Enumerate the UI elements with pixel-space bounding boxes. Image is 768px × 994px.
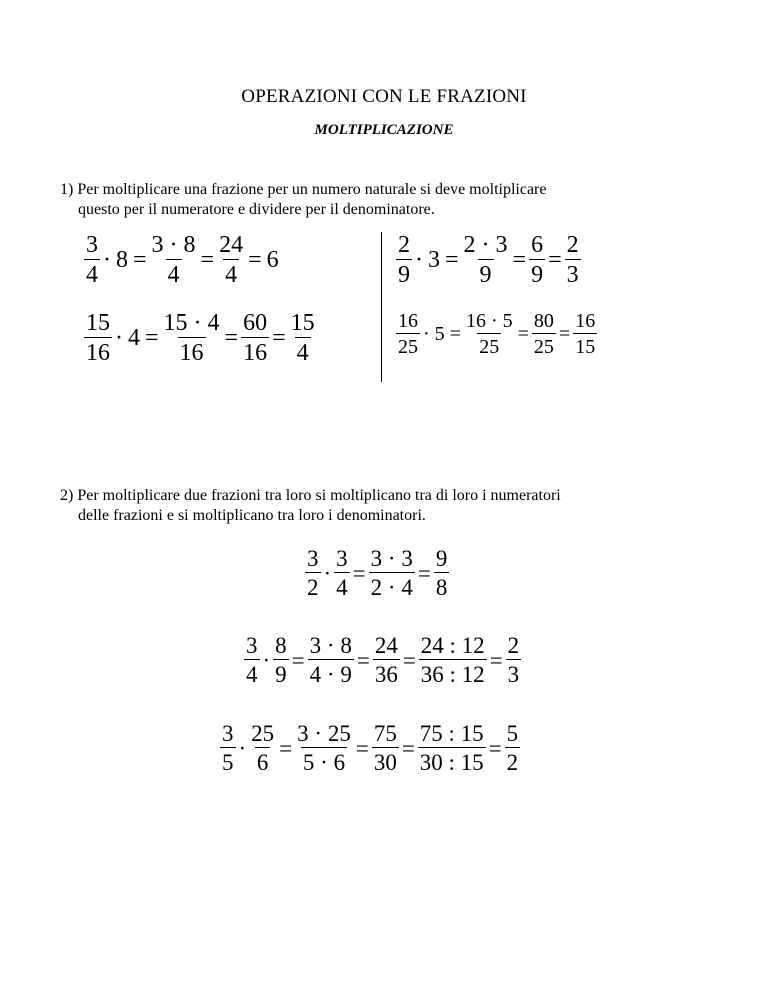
numerator: 3 · 25 <box>297 721 351 746</box>
example-2c <box>220 721 520 775</box>
fraction <box>217 232 245 288</box>
numerator: 15 <box>86 310 110 336</box>
denominator: 36 <box>373 659 400 687</box>
fraction <box>295 721 353 775</box>
numerator: 2 <box>507 633 520 658</box>
equals-sign: = <box>224 325 239 351</box>
times-sign: · <box>262 647 271 673</box>
numerator: 6 <box>531 232 544 258</box>
denominator: 4 <box>295 337 311 366</box>
fraction <box>373 633 400 687</box>
fraction <box>84 232 100 288</box>
equals-sign: = <box>356 647 370 673</box>
denominator: 9 <box>529 259 545 288</box>
denominator: 2 <box>305 572 321 600</box>
fraction <box>305 546 321 600</box>
fraction <box>241 310 269 366</box>
numerator: 8 <box>275 633 287 658</box>
denominator: 2 · 4 <box>369 572 415 600</box>
times-sign: · <box>423 323 430 345</box>
denominator: 4 <box>334 572 350 600</box>
fraction <box>162 310 222 366</box>
numerator: 16 <box>575 310 596 332</box>
fraction <box>434 546 450 600</box>
fraction <box>150 232 198 288</box>
equals-sign: = <box>279 735 293 761</box>
denominator: 25 <box>477 333 501 358</box>
fraction <box>220 721 236 775</box>
rule-2-text <box>60 486 740 526</box>
denominator: 6 <box>255 747 271 775</box>
fraction <box>372 721 399 775</box>
numerator: 24 <box>374 633 398 658</box>
equals-sign: = <box>133 247 147 273</box>
section-subtitle: MOLTIPLICAZIONE <box>314 122 454 138</box>
result: 6 <box>266 247 279 273</box>
denominator: 16 <box>178 337 206 366</box>
integer: 8 <box>116 247 128 273</box>
numerator: 15 · 4 <box>163 310 220 336</box>
numerator: 2 · 3 <box>463 232 508 258</box>
fraction <box>462 232 510 288</box>
fraction <box>464 310 515 358</box>
numerator: 25 <box>251 721 275 746</box>
rule-2-line-2: delle frazioni e si moltiplicano tra loro i denominatori. <box>78 507 426 524</box>
fraction <box>573 310 597 358</box>
numerator: 15 <box>290 310 315 336</box>
denominator: 4 · 9 <box>308 659 354 687</box>
numerator: 3 · 8 <box>309 633 352 658</box>
denominator: 5 <box>220 747 236 775</box>
numerator: 2 <box>566 232 579 258</box>
denominator: 30 <box>372 747 399 775</box>
equals-sign: = <box>352 560 366 586</box>
denominator: 9 <box>273 659 289 687</box>
denominator: 4 <box>223 259 239 288</box>
fraction <box>506 633 522 687</box>
equals-sign: = <box>488 735 502 761</box>
integer: 5 <box>434 323 445 345</box>
equals-sign: = <box>248 247 262 273</box>
numerator: 3 · 3 <box>370 546 413 571</box>
fraction <box>308 633 354 687</box>
denominator: 9 <box>478 259 494 288</box>
numerator: 3 <box>222 721 234 746</box>
equals-sign: = <box>517 323 529 345</box>
numerator: 9 <box>435 546 448 571</box>
times-sign: · <box>103 247 111 273</box>
equals-sign: = <box>558 323 571 345</box>
fraction <box>84 310 112 366</box>
integer: 3 <box>428 247 440 273</box>
denominator: 8 <box>434 572 450 600</box>
numerator: 2 <box>398 232 410 258</box>
fraction <box>419 633 487 687</box>
times-sign: · <box>238 735 247 761</box>
example-2b <box>244 633 521 687</box>
denominator: 5 · 6 <box>301 747 347 775</box>
denominator: 4 <box>244 659 260 687</box>
fraction <box>529 232 545 288</box>
equals-sign: = <box>548 247 562 273</box>
numerator: 3 <box>307 546 319 571</box>
fraction <box>273 633 289 687</box>
equals-sign: = <box>145 325 159 351</box>
denominator: 3 <box>506 659 522 687</box>
fraction <box>565 232 581 288</box>
example-1d <box>396 310 597 358</box>
fraction <box>249 721 276 775</box>
fraction <box>505 721 521 775</box>
numerator: 16 <box>398 310 418 332</box>
times-sign: · <box>323 560 332 586</box>
example-1a <box>84 232 281 288</box>
equals-sign: = <box>512 247 527 273</box>
denominator: 16 <box>241 337 269 366</box>
denominator: 15 <box>573 333 597 358</box>
equals-sign: = <box>401 735 415 761</box>
equals-sign: = <box>445 247 459 273</box>
integer: 4 <box>128 325 140 351</box>
fraction <box>244 633 260 687</box>
example-1b <box>84 310 317 366</box>
numerator: 16 · 5 <box>465 310 513 332</box>
numerator: 3 <box>336 546 348 571</box>
numerator: 3 <box>246 633 258 658</box>
times-sign: · <box>415 247 423 273</box>
equals-sign: = <box>489 647 503 673</box>
denominator: 25 <box>532 333 556 358</box>
fraction <box>334 546 350 600</box>
denominator: 25 <box>396 333 420 358</box>
example-1c <box>396 232 581 288</box>
equals-sign: = <box>291 647 305 673</box>
fraction <box>289 310 317 366</box>
fraction <box>369 546 415 600</box>
numerator: 60 <box>243 310 268 336</box>
denominator: 2 <box>505 747 521 775</box>
numerator: 80 <box>533 310 554 332</box>
numerator: 24 <box>219 232 244 258</box>
fraction <box>396 310 420 358</box>
numerator: 75 : 15 <box>419 721 484 746</box>
denominator: 30 : 15 <box>418 747 486 775</box>
fraction <box>532 310 556 358</box>
fraction <box>418 721 486 775</box>
numerator: 24 : 12 <box>420 633 485 658</box>
denominator: 4 <box>84 259 100 288</box>
rule-1-line-1: 1) Per moltiplicare una frazione per un numero naturale si deve moltiplicare <box>60 181 547 198</box>
equals-sign: = <box>355 735 369 761</box>
numerator: 3 · 8 <box>151 232 196 258</box>
column-divider <box>381 232 382 382</box>
equals-sign: = <box>449 323 461 345</box>
numerator: 5 <box>506 721 519 746</box>
rule-2-line-1: 2) Per moltiplicare due frazioni tra loro si moltiplicano tra di loro i numeratori <box>60 487 561 504</box>
rule-1-text <box>60 180 740 220</box>
numerator: 3 <box>86 232 98 258</box>
times-sign: · <box>115 325 123 351</box>
fraction <box>396 232 412 288</box>
example-2a <box>305 546 449 600</box>
equals-sign: = <box>200 247 215 273</box>
denominator: 3 <box>565 259 581 288</box>
denominator: 16 <box>84 337 112 366</box>
rule-1-line-2: questo per il numeratore e dividere per il denominatore. <box>78 201 435 218</box>
denominator: 9 <box>396 259 412 288</box>
equals-sign: = <box>402 647 416 673</box>
denominator: 4 <box>166 259 182 288</box>
page-title: OPERAZIONI CON LE FRAZIONI <box>241 86 527 107</box>
equals-sign: = <box>417 560 431 586</box>
numerator: 75 <box>373 721 397 746</box>
denominator: 36 : 12 <box>419 659 487 687</box>
equals-sign: = <box>272 325 286 351</box>
